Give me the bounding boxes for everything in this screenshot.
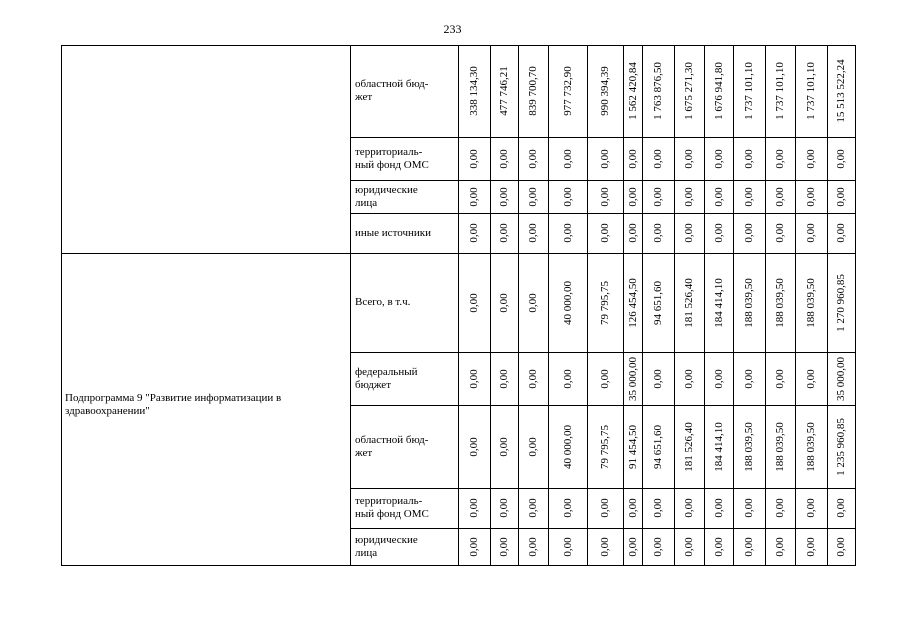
row-label: территориаль- ный фонд ОМС [355, 495, 429, 520]
cell-value: 0,00 [468, 368, 480, 389]
cell-value: 0,00 [835, 223, 847, 243]
table-rule [61, 565, 856, 566]
cell-value: 477 746,21 [498, 66, 510, 116]
cell-value: 0,00 [712, 223, 725, 243]
cell-value: 0,00 [835, 536, 847, 557]
cell-value: 0,00 [774, 148, 786, 169]
cell-value: 0,00 [743, 148, 755, 169]
cell-value: 0,00 [712, 498, 725, 518]
table-rule [765, 45, 766, 565]
cell-value: 1 763 876,50 [652, 62, 664, 120]
cell-value: 0,00 [561, 148, 574, 169]
cell-value: 990 394,39 [599, 66, 611, 116]
program-name: Подпрограмма 9 "Развитие информатизации в здравоохранении" [65, 392, 282, 417]
table-rule [458, 45, 459, 565]
cell-value: 0,00 [468, 292, 480, 313]
cell-value: 0,00 [805, 536, 817, 557]
cell-value: 0,00 [652, 498, 664, 518]
table-rule [350, 180, 855, 181]
cell-value: 94 651,60 [652, 280, 664, 325]
cell-value: 1 676 941,80 [712, 62, 725, 120]
cell-value: 0,00 [468, 148, 480, 169]
cell-value: 0,00 [468, 186, 480, 207]
cell-value: 0,00 [561, 498, 574, 518]
table-rule [623, 45, 624, 565]
cell-value: 0,00 [712, 368, 725, 389]
row-label: областной бюд- жет [355, 433, 429, 459]
cell-value: 0,00 [498, 292, 510, 313]
cell-value: 0,00 [683, 186, 695, 207]
table-rule [518, 45, 519, 565]
cell-value: 0,00 [498, 436, 510, 457]
cell-value: 0,00 [652, 223, 664, 243]
table-rule [827, 45, 828, 565]
cell-value: 94 651,60 [652, 424, 664, 469]
table-rule [674, 45, 675, 565]
cell-value: 0,00 [527, 148, 539, 169]
cell-value: 0,00 [599, 498, 611, 518]
cell-value: 977 732,90 [561, 66, 574, 116]
cell-value: 0,00 [599, 368, 611, 389]
cell-value: 181 526,40 [683, 421, 695, 472]
cell-value: 184 414,10 [712, 421, 725, 472]
cell-value: 0,00 [468, 436, 480, 457]
cell-value: 1 737 101,10 [774, 62, 786, 120]
cell-value: 0,00 [599, 536, 611, 557]
row-label: областной бюд- жет [355, 78, 429, 103]
cell-value: 0,00 [774, 368, 786, 389]
cell-value: 338 134,30 [468, 66, 480, 116]
cell-value: 0,00 [561, 368, 574, 389]
cell-value: 0,00 [805, 368, 817, 389]
cell-value: 0,00 [683, 498, 695, 518]
cell-value: 0,00 [835, 148, 847, 169]
cell-value: 0,00 [561, 536, 574, 557]
table-rule [704, 45, 705, 565]
cell-value: 0,00 [599, 148, 611, 169]
cell-value: 0,00 [805, 498, 817, 518]
cell-value: 91 454,50 [626, 424, 639, 469]
cell-value: 0,00 [468, 536, 480, 557]
cell-value: 0,00 [561, 186, 574, 207]
cell-value: 0,00 [498, 536, 510, 557]
cell-value: 0,00 [561, 223, 574, 243]
row-label: юридические лица [355, 183, 418, 209]
cell-value: 0,00 [683, 223, 695, 243]
cell-value: 0,00 [626, 148, 639, 169]
cell-value: 188 039,50 [774, 277, 786, 328]
cell-value: 0,00 [527, 498, 539, 518]
table-rule [733, 45, 734, 565]
cell-value: 0,00 [743, 368, 755, 389]
table-rule [350, 352, 855, 353]
table-rule [350, 137, 855, 138]
cell-value: 0,00 [626, 536, 639, 557]
cell-value: 0,00 [626, 498, 639, 518]
cell-value: 1 235 960,85 [835, 417, 847, 476]
cell-value: 0,00 [498, 498, 510, 518]
cell-value: 0,00 [712, 186, 725, 207]
cell-value: 0,00 [652, 368, 664, 389]
table-rule [855, 45, 856, 566]
table-rule [350, 45, 351, 565]
cell-value: 0,00 [835, 186, 847, 207]
cell-value: 40 000,00 [561, 424, 574, 469]
row-label: федеральный бюджет [355, 365, 418, 391]
cell-value: 0,00 [527, 536, 539, 557]
cell-value: 188 039,50 [743, 277, 755, 328]
cell-value: 184 414,10 [712, 277, 725, 328]
table-rule [350, 528, 855, 529]
cell-value: 79 795,75 [599, 424, 611, 469]
cell-value: 0,00 [683, 148, 695, 169]
cell-value: 0,00 [743, 223, 755, 243]
cell-value: 1 737 101,10 [743, 62, 755, 120]
cell-value: 0,00 [498, 223, 510, 243]
table-rule [587, 45, 588, 565]
cell-value: 0,00 [835, 498, 847, 518]
cell-value: 0,00 [774, 536, 786, 557]
cell-value: 0,00 [805, 186, 817, 207]
cell-value: 40 000,00 [561, 280, 574, 325]
cell-value: 0,00 [626, 186, 639, 207]
cell-value: 0,00 [498, 148, 510, 169]
cell-value: 0,00 [743, 536, 755, 557]
cell-value: 839 700,70 [527, 66, 539, 116]
cell-value: 0,00 [468, 223, 480, 243]
cell-value: 0,00 [626, 223, 639, 243]
cell-value: 181 526,40 [683, 277, 695, 328]
cell-value: 0,00 [712, 148, 725, 169]
cell-value: 0,00 [743, 186, 755, 207]
table-rule [642, 45, 643, 565]
cell-value: 1 737 101,10 [805, 62, 817, 120]
cell-value: 0,00 [652, 536, 664, 557]
cell-value: 0,00 [805, 223, 817, 243]
cell-value: 35 000,00 [626, 356, 639, 401]
cell-value: 79 795,75 [599, 280, 611, 325]
cell-value: 35 000,00 [835, 356, 847, 401]
table-rule [61, 45, 62, 566]
cell-value: 0,00 [683, 368, 695, 389]
cell-value: 0,00 [527, 436, 539, 457]
cell-value: 0,00 [527, 292, 539, 313]
cell-value: 0,00 [743, 498, 755, 518]
table-rule [350, 213, 855, 214]
cell-value: 126 454,50 [626, 277, 639, 328]
cell-value: 0,00 [805, 148, 817, 169]
cell-value: 0,00 [498, 186, 510, 207]
cell-value: 0,00 [774, 498, 786, 518]
table-rule [350, 488, 855, 489]
cell-value: 1 270 960,85 [835, 273, 847, 332]
cell-value: 0,00 [599, 223, 611, 243]
cell-value: 15 513 522,24 [835, 59, 847, 123]
row-label: территориаль- ный фонд ОМС [355, 145, 429, 171]
cell-value: 0,00 [527, 186, 539, 207]
table-rule [548, 45, 549, 565]
table-rule [490, 45, 491, 565]
cell-value: 0,00 [468, 498, 480, 518]
cell-value: 0,00 [712, 536, 725, 557]
cell-value: 0,00 [652, 186, 664, 207]
cell-value: 1 675 271,30 [683, 62, 695, 120]
page-number: 233 [443, 22, 462, 36]
cell-value: 0,00 [774, 186, 786, 207]
cell-value: 188 039,50 [805, 277, 817, 328]
cell-value: 0,00 [498, 368, 510, 389]
row-label: иные источники [355, 226, 431, 239]
cell-value: 0,00 [599, 186, 611, 207]
cell-value: 0,00 [527, 368, 539, 389]
table-rule [350, 405, 855, 406]
table-rule [795, 45, 796, 565]
cell-value: 0,00 [774, 223, 786, 243]
cell-value: 188 039,50 [743, 421, 755, 472]
cell-value: 1 562 420,84 [626, 62, 639, 120]
cell-value: 0,00 [652, 148, 664, 169]
cell-value: 0,00 [683, 536, 695, 557]
cell-value: 188 039,50 [774, 421, 786, 472]
row-label: Всего, в т.ч. [355, 296, 411, 308]
cell-value: 188 039,50 [805, 421, 817, 472]
row-label: юридические лица [355, 533, 418, 559]
cell-value: 0,00 [527, 223, 539, 243]
